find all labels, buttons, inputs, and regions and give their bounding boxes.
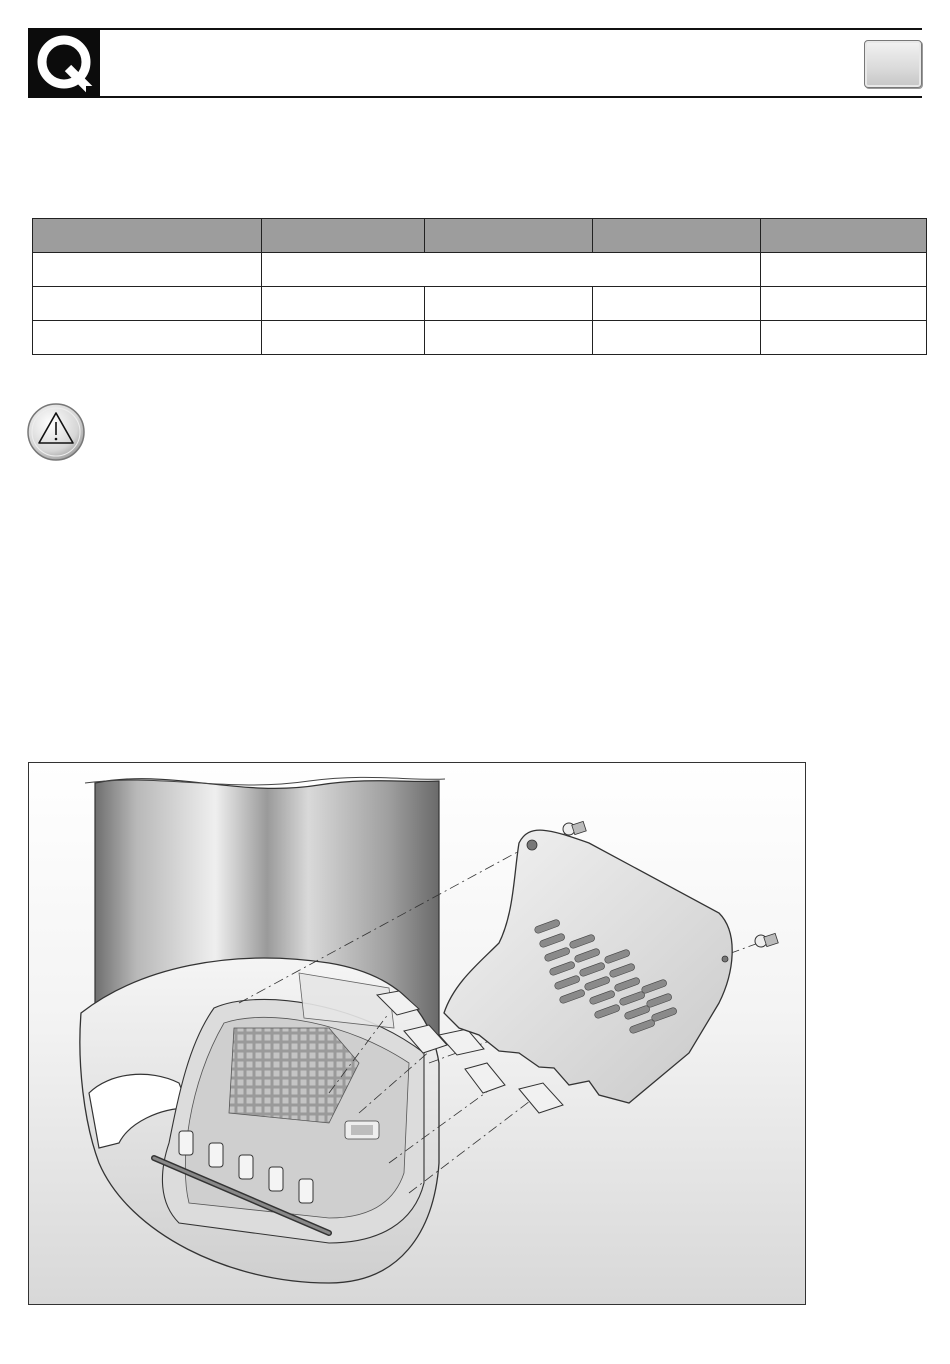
table-cell: [761, 287, 927, 321]
table-cell: [425, 287, 593, 321]
column-header: [262, 219, 425, 253]
table-cell: [425, 321, 593, 355]
table-cell: [33, 321, 262, 355]
column-header: [761, 219, 927, 253]
base-housing: [80, 958, 439, 1283]
warning-triangle-icon: [25, 402, 87, 462]
q-logo-icon: [28, 28, 100, 98]
table-row: [33, 321, 927, 355]
column-header: [425, 219, 593, 253]
table-cell: [33, 253, 262, 287]
exploded-cover-illustration: [28, 762, 806, 1305]
spec-table: [32, 218, 927, 355]
screw-icon: [563, 821, 586, 835]
column-header: [33, 219, 262, 253]
table-header-row: [33, 219, 927, 253]
table-cell-merged: [262, 253, 761, 287]
table-row: [33, 253, 927, 287]
table-cell: [593, 287, 761, 321]
header-rule-bottom: [28, 96, 922, 98]
table-cell: [593, 321, 761, 355]
vented-cover-plate: [444, 830, 732, 1103]
header-rule-top: [28, 28, 922, 30]
page-tab: [864, 40, 922, 88]
screw-icon: [755, 933, 778, 947]
table-cell: [33, 287, 262, 321]
table-cell: [761, 253, 927, 287]
table-cell: [262, 321, 425, 355]
table-cell: [761, 321, 927, 355]
column-header: [593, 219, 761, 253]
table-row: [33, 287, 927, 321]
table-cell: [262, 287, 425, 321]
